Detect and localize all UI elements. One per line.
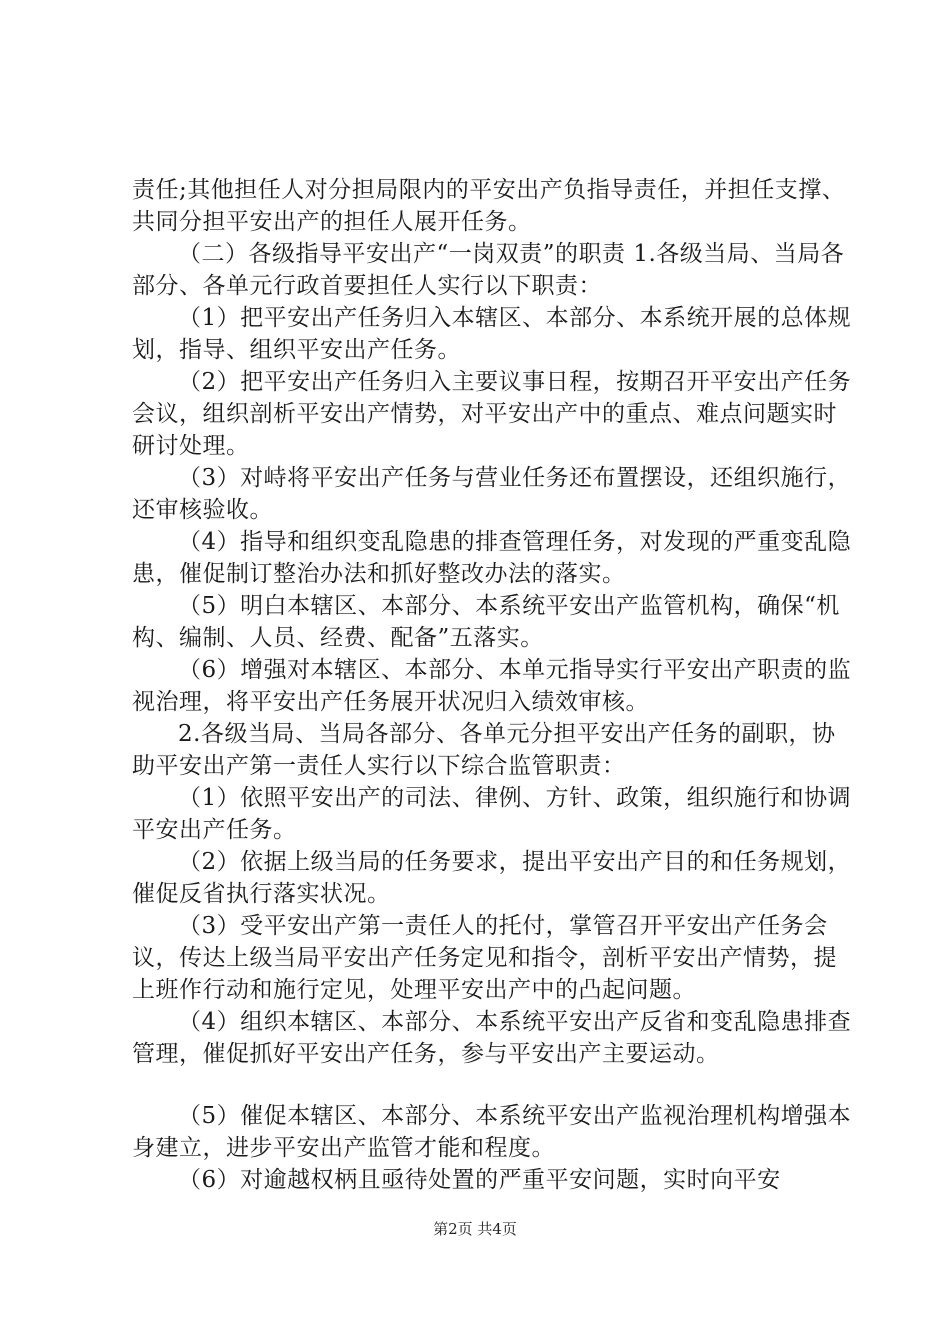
- paragraph: 2.各级当局、当局各部分、各单元分担平安出产任务的副职，协助平安出产第一责任人实行以下综合监管职责：: [132, 721, 836, 779]
- paragraph-spacer: [132, 1070, 852, 1100]
- paragraph: （3）受平安出产第一责任人的托付，掌管召开平安出产任务会议，传达上级当局平安出产任务定见和指令，剖析平安出产情势，提上班作行动和施行定见，处理平安出产中的凸起问题。: [132, 913, 837, 1003]
- paragraph: （6）增强对本辖区、本部分、本单元指导实行平安出产职责的监视治理，将平安出产任务展开状况归入绩效审核。: [132, 657, 852, 715]
- paragraph: 责任;其他担任人对分担局限内的平安出产负指导责任，并担任支撑、共同分担平安出产的担任人展开任务。: [132, 177, 846, 235]
- paragraph: （2）依据上级当局的任务要求，提出平安出产目的和任务规划，催促反省执行落实状况。: [132, 849, 852, 907]
- paragraph: （1）依照平安出产的司法、律例、方针、政策，组织施行和协调平安出产任务。: [132, 785, 852, 843]
- paragraph: （4）指导和组织变乱隐患的排查管理任务，对发现的严重变乱隐患，催促制订整治办法和抓好整改办法的落实。: [132, 529, 852, 587]
- paragraph: （5）明白本辖区、本部分、本系统平安出产监管机构，确保“机构、编制、人员、经费、配备”五落实。: [132, 593, 840, 651]
- page-number-footer: 第2页 共4页: [433, 1220, 517, 1238]
- document-body: [132, 174, 852, 1196]
- paragraph: （6）对逾越权柄且亟待处置的严重平安问题，实时向平安: [178, 1167, 781, 1193]
- paragraph: （1）把平安出产任务归入本辖区、本部分、本系统开展的总体规划，指导、组织平安出产任务。: [132, 305, 852, 363]
- paragraph: （5）催促本辖区、本部分、本系统平安出产监视治理机构增强本身建立，进步平安出产监管才能和程度。: [132, 1103, 852, 1161]
- paragraph: （2）把平安出产任务归入主要议事日程，按期召开平安出产任务会议，组织剖析平安出产情势，对平安出产中的重点、难点问题实时研讨处理。: [132, 369, 852, 459]
- paragraph: （二）各级指导平安出产“一岗双责”的职责 1.各级当局、当局各部分、各单元行政首要担任人实行以下职责：: [132, 241, 845, 299]
- paragraph: （3）对峙将平安出产任务与营业任务还布置摆设，还组织施行，还审核验收。: [132, 465, 852, 523]
- paragraph: （4）组织本辖区、本部分、本系统平安出产反省和变乱隐患排查管理，催促抓好平安出产任务，参与平安出产主要运动。: [132, 1009, 852, 1067]
